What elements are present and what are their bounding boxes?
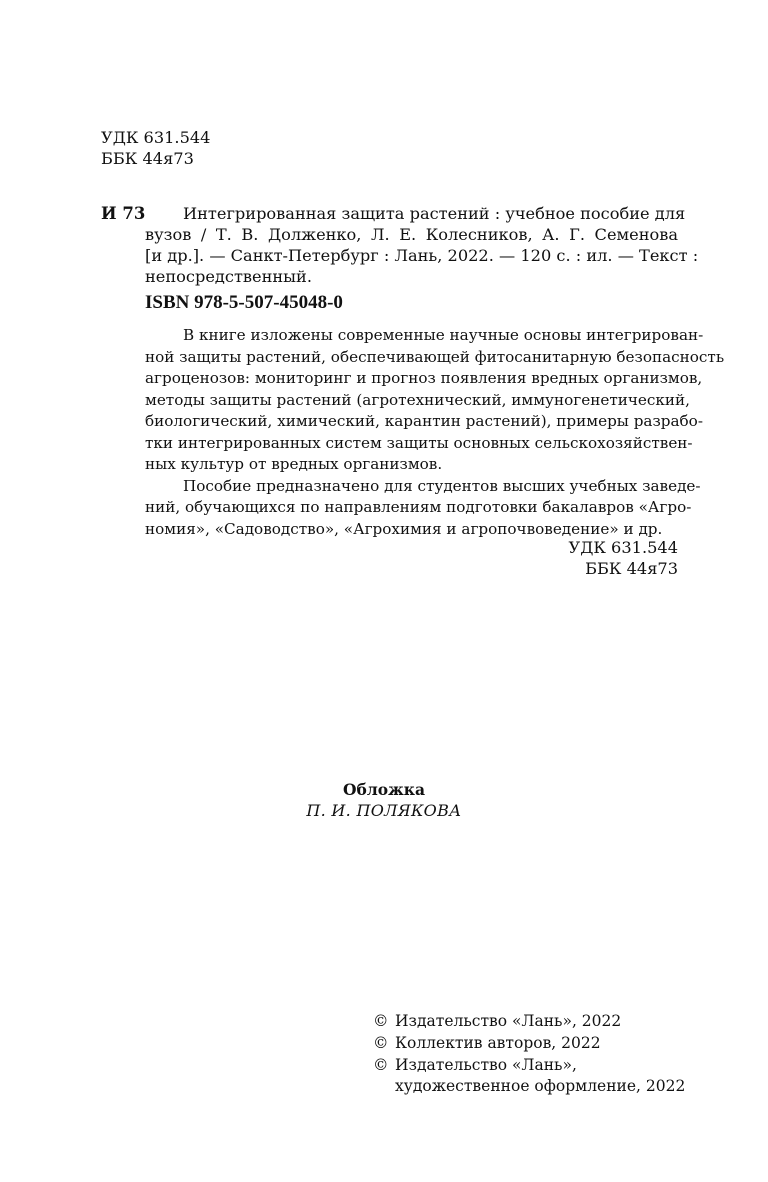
- copyright-symbol: ©: [373, 1033, 389, 1052]
- cover-designer: П. И. ПОЛЯКОВА: [306, 801, 462, 820]
- bbk-code: ББК 44я73: [101, 149, 194, 168]
- copyright-notices: [373, 1011, 685, 1098]
- classification-codes-top: [101, 127, 210, 169]
- bibliographic-record: [145, 224, 699, 287]
- bbk-code: ББК 44я73: [585, 559, 678, 578]
- catalog-code: И 73: [101, 204, 146, 223]
- abstract: [145, 325, 725, 540]
- bibliographic-line-4: непосредственный.: [145, 267, 312, 286]
- abstract-line: Пособие предназначено для студентов высших учебных заведе-: [183, 476, 701, 495]
- abstract-line: ний, обучающихся по направлениям подготовки бакалавров «Агро-: [145, 498, 692, 516]
- abstract-line: ной защиты растений, обеспечивающей фитосанитарную безопасность: [145, 347, 725, 366]
- isbn: ISBN 978-5-507-45048-0: [145, 292, 343, 313]
- copyright-text: Издательство «Лань»,: [395, 1055, 577, 1074]
- copyright-item: [373, 1033, 685, 1055]
- bibliographic-line-1: Интегрированная защита растений : учебное пособие для: [183, 204, 686, 223]
- abstract-line: В книге изложены современные научные основы интегрирован-: [183, 326, 704, 344]
- copyright-text: Коллектив авторов, 2022: [395, 1033, 601, 1052]
- copyright-text: Издательство «Лань», 2022: [395, 1012, 622, 1030]
- copyright-continuation: художественное оформление, 2022: [395, 1077, 686, 1096]
- abstract-line: агроценозов: мониторинг и прогноз появления вредных организмов,: [145, 369, 703, 387]
- abstract-line: номия», «Садоводство», «Агрохимия и агропочвоведение» и др.: [145, 519, 663, 538]
- bibliographic-line-2: вузов / Т. В. Долженко, Л. Е. Колесников, А. Г. Семенова: [145, 225, 678, 244]
- copyright-symbol: ©: [373, 1055, 389, 1074]
- classification-codes-bottom: [569, 537, 678, 579]
- abstract-line: тки интегрированных систем защиты основных сельскохозяйствен-: [145, 433, 693, 452]
- copyright-item: [373, 1011, 685, 1033]
- udk-code: УДК 631.544: [101, 128, 211, 147]
- copyright-item: [373, 1055, 685, 1077]
- abstract-line: биологический, химический, карантин растений), примеры разрабо-: [145, 412, 703, 430]
- cover-label: Обложка: [343, 780, 425, 799]
- abstract-line: методы защиты растений (агротехнический, иммуногенетический,: [145, 390, 690, 409]
- udk-code: УДК 631.544: [568, 538, 678, 557]
- copyright-symbol: ©: [373, 1012, 389, 1030]
- bibliographic-line-3: [и др.]. — Санкт-Петербург : Лань, 2022. — 120 с. : ил. — Текст :: [145, 246, 699, 265]
- cover-credit: [0, 779, 768, 821]
- abstract-line: ных культур от вредных организмов.: [145, 455, 443, 473]
